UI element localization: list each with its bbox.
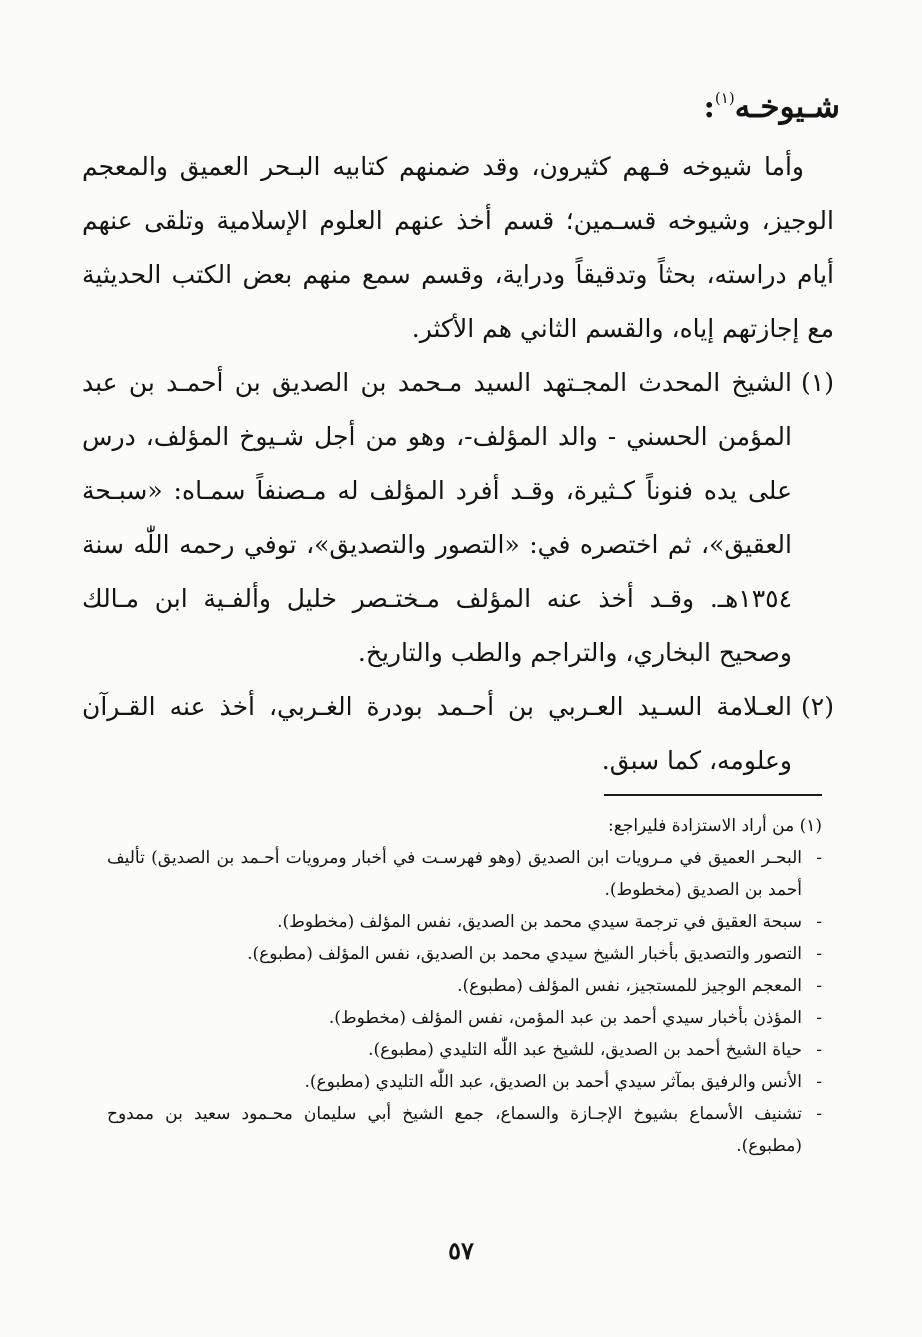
footnote-item-text: البحـر العميق في مـرويات ابن الصديق (وهو فهرسـت في أخبار ومرويات أحـمد بن الصديق) تأليف أحمد بن الصديق (مخطوط). xyxy=(107,848,802,900)
footnotes xyxy=(107,810,822,1162)
footnote-item xyxy=(107,938,822,970)
footnote-item xyxy=(107,1034,822,1066)
footnote-dash: - xyxy=(816,1104,822,1124)
footnote-marker: (١) xyxy=(714,89,735,107)
footnote-dash: - xyxy=(816,1040,822,1060)
page-number: ٥٧ xyxy=(448,1236,474,1265)
footnote-item-text: سبحة العقيق في ترجمة سيدي محمد بن الصديق، نفس المؤلف (مخطوط). xyxy=(277,912,802,932)
footnote-divider xyxy=(604,794,822,796)
list-item-number: (٢) xyxy=(801,692,834,721)
footnote-item-text: المؤذن بأخبار سيدي أحمد بن عبد المؤمن، نفس المؤلف (مخطوط). xyxy=(328,1008,802,1028)
footnote-item xyxy=(107,906,822,938)
list-item xyxy=(82,680,834,788)
footnote-item xyxy=(107,1098,822,1162)
footnote-dash: - xyxy=(816,912,822,932)
section-heading-title: شـيوخـه xyxy=(734,89,840,125)
footnote-item-text: الأنس والرفيق بمآثر سيدي أحمد بن الصديق، عبد اللّٰه التليدي (مطبوع). xyxy=(304,1072,802,1092)
footnote-item xyxy=(107,1002,822,1034)
footnote-item-text: حياة الشيخ أحمد بن الصديق، للشيخ عبد اللّٰه التليدي (مطبوع). xyxy=(368,1040,802,1060)
intro-paragraph: وأما شيوخه فـهم كثيرون، وقد ضمنهم كتابيه البـحر العميق والمعجم الوجيز، وشيوخه قسـمين؛ قسم أخذ عنهم العلوم الإسلامية وتلقى عنهم أيام دراسته، بحثاً وتدقيقاً ودراية، وقسم سمع منهم بعض الكتب الحديثية مع إجازتهم إياه، والقسم الثاني هم الأكثر. xyxy=(82,152,834,343)
footnote-intro: (١) من أراد الاستزادة فليراجع: xyxy=(608,816,822,836)
footnote-dash: - xyxy=(816,1072,822,1092)
footnote-item xyxy=(107,970,822,1002)
footnote-item xyxy=(107,842,822,906)
list-item xyxy=(82,356,834,680)
footnote-dash: - xyxy=(816,1008,822,1028)
list-item-text: العـلامة السـيد العـربي بن أحـمد بودرة الغـربي، أخذ عنه القـرآن وعلومه، كما سبق. xyxy=(82,692,792,775)
section-heading-colon: : xyxy=(703,89,715,125)
footnote-dash: - xyxy=(816,848,822,868)
list-item-text: الشيخ المحدث المجـتهد السيد مـحمد بن الصديق بن أحمـد بن عبد المؤمن الحسني - والد المؤلف-، وهو من أجل شـيوخ المؤلف، درس على يده فنوناً كـثيرة، وقـد أفرد المؤلف له مـصنفاً سمـاه: «سبـحة العقيق»، ثم اختصره في: «التصور والتصديق»، توفي رحمه اللّٰه سنة ١٣٥٤هـ. وقـد أخذ عنه المؤلف مـختـصر خليل وألفـية ابن مـالك وصحيح البخاري، والتراجم والطب والتاريخ. xyxy=(82,368,792,667)
list-item-number: (١) xyxy=(801,368,834,397)
footnote-item-text: المعجم الوجيز للمستجيز، نفس المؤلف (مطبوع). xyxy=(457,976,802,996)
main-text xyxy=(82,140,834,788)
footnote-item-text: التصور والتصديق بأخبار الشيخ سيدي محمد بن الصديق، نفس المؤلف (مطبوع). xyxy=(247,944,802,964)
section-heading xyxy=(703,78,840,127)
footnote-dash: - xyxy=(816,976,822,996)
footnote-item xyxy=(107,1066,822,1098)
footnote-dash: - xyxy=(816,944,822,964)
footnote-item-text: تشنيف الأسماع بشيوخ الإجـازة والسماع، جمع الشيخ أبي سليمان محـمود سعيد بن ممدوح (مطبوع). xyxy=(107,1104,802,1156)
